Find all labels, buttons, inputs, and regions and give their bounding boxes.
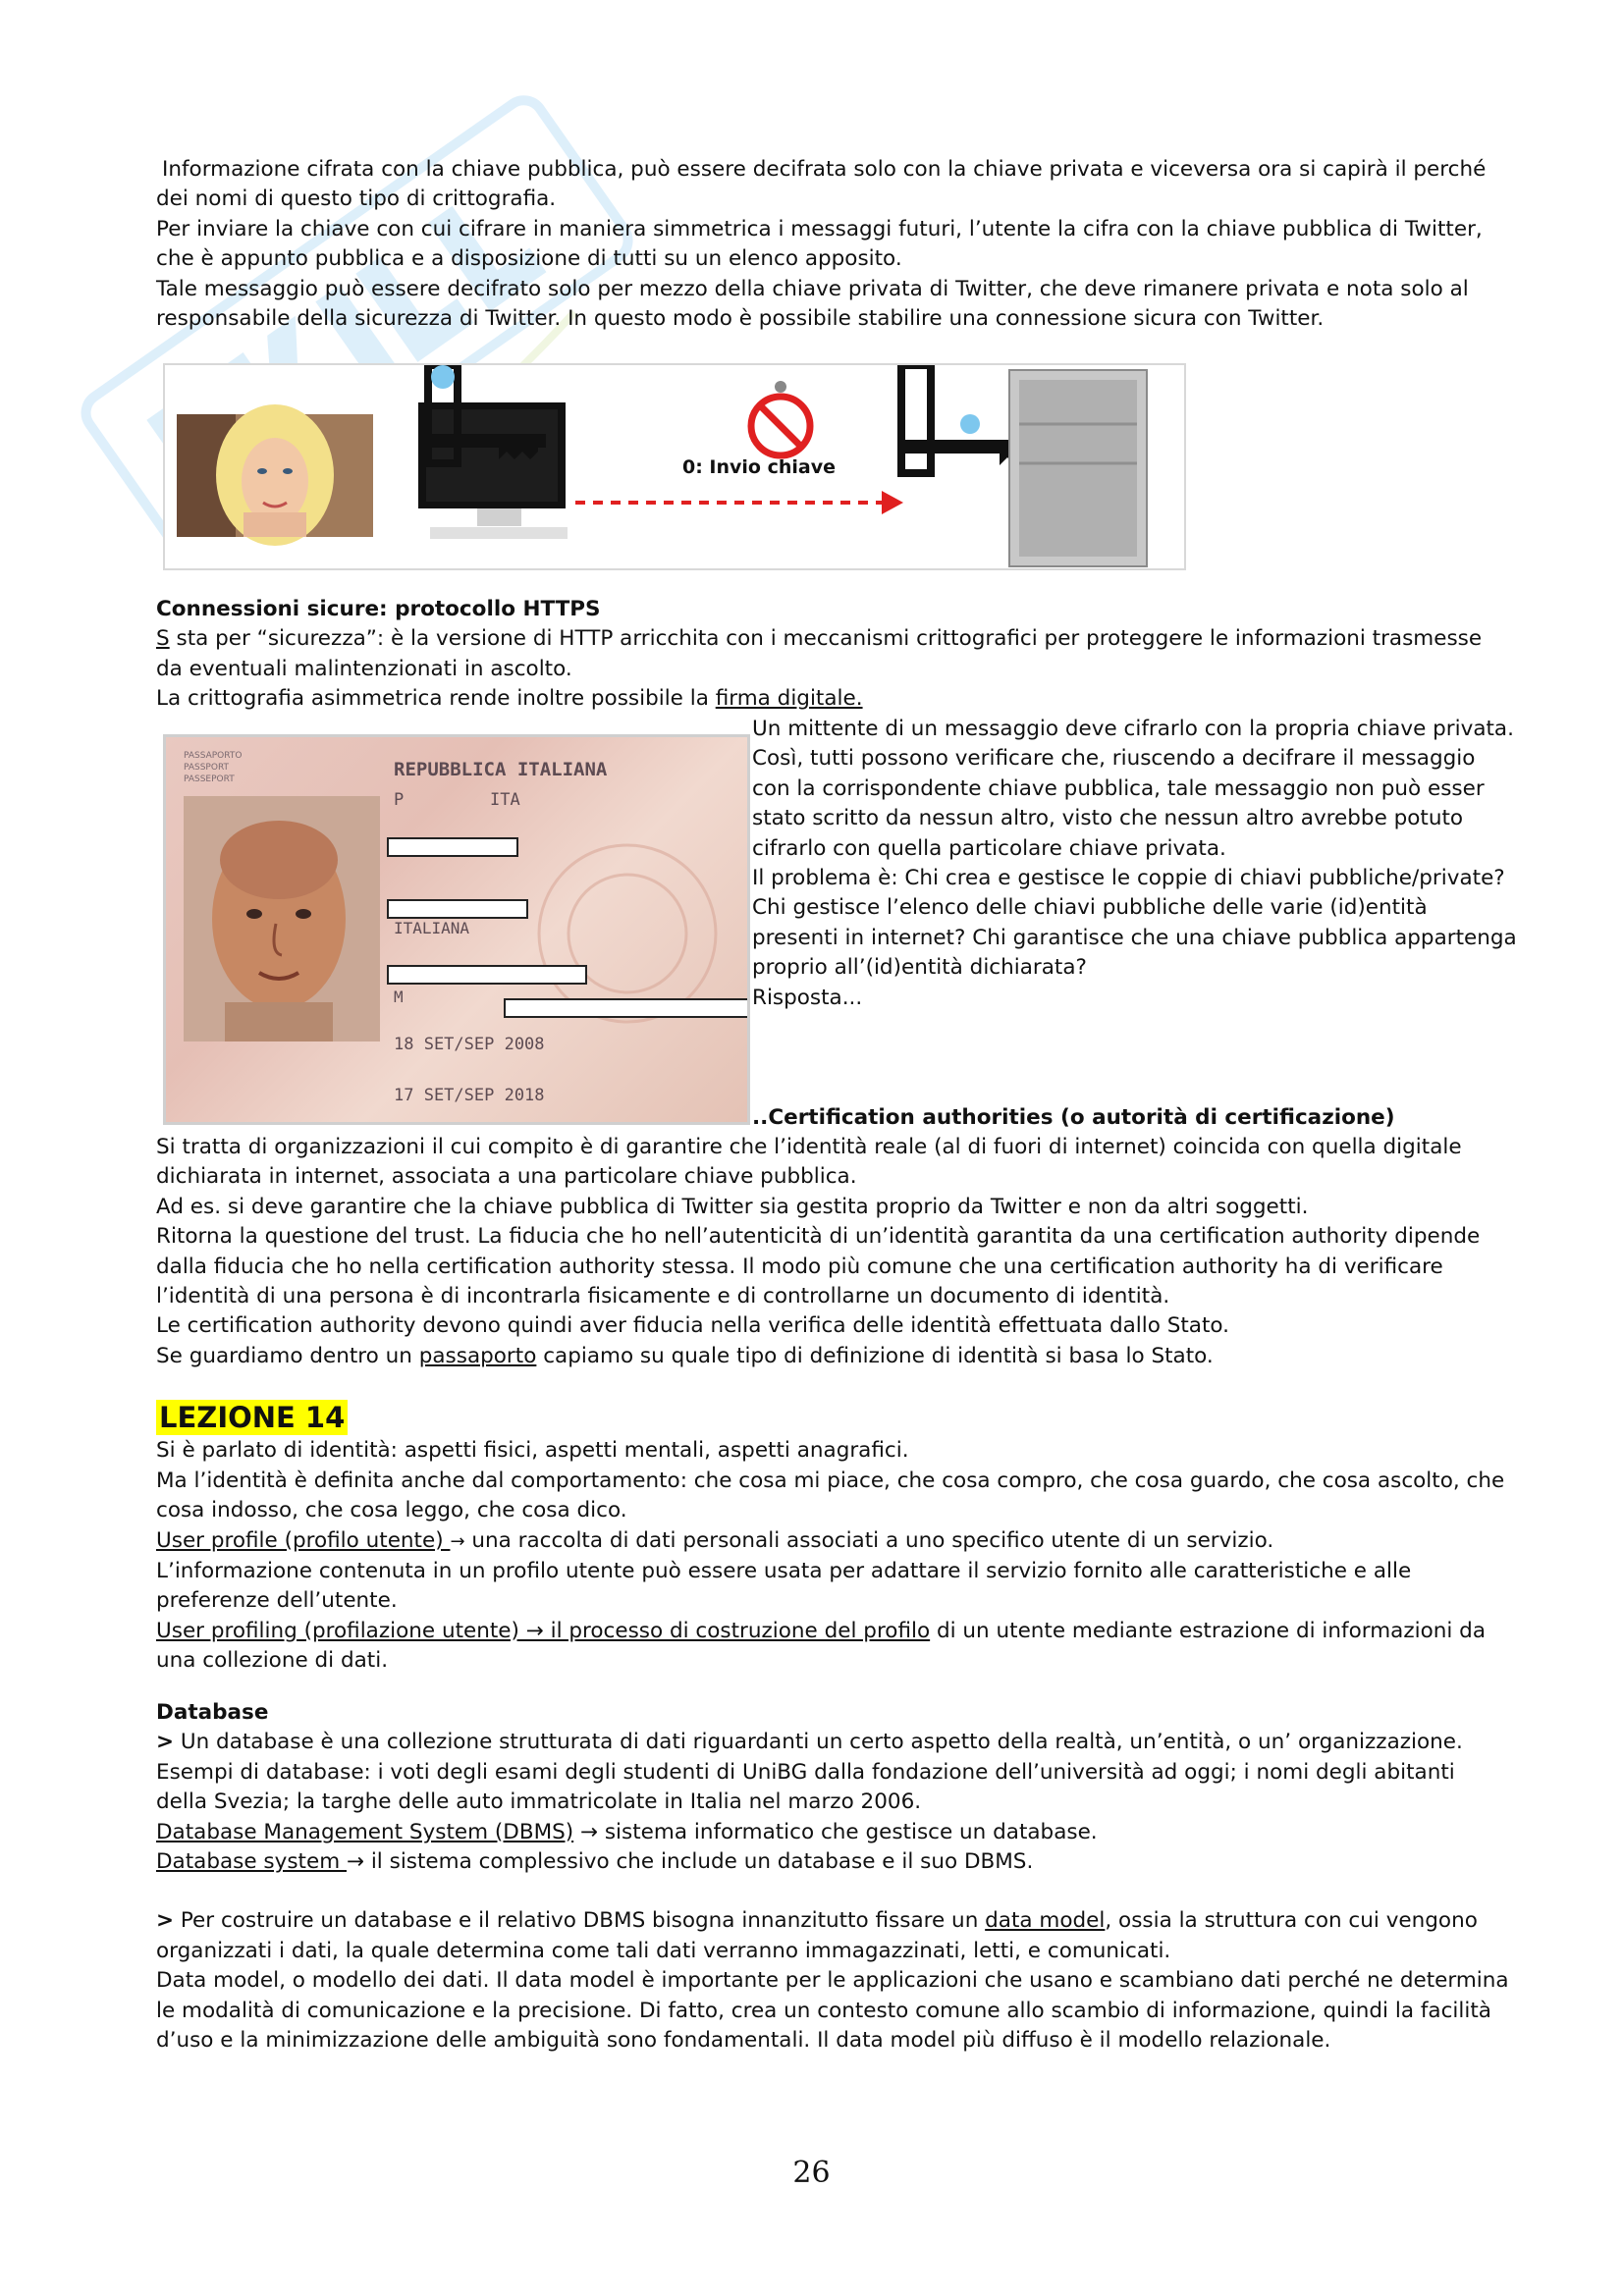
database-paragraph-1 <box>156 1728 1511 1757</box>
user-profiling-text: di un utente mediante estrazione di informazioni da una collezione di dati. <box>156 1618 1487 1674</box>
database-heading: Database <box>156 1700 269 1725</box>
no-eavesdrop-icon <box>751 381 810 455</box>
database-marker: > <box>156 1730 175 1755</box>
key-exchange-figure <box>163 363 1186 570</box>
ca-paragraph-1: Si tratta di organizzazioni il cui compito è di garantire che l’identità reale (al di fuori di internet) coincida con quella digitale dichiarata in internet, associata a una particolare chiave pubblica. <box>156 1135 1462 1190</box>
user-profile-definition <box>156 1526 1511 1557</box>
passport-expiry-date: 17 SET/SEP 2018 <box>394 1086 545 1105</box>
model-marker: > <box>156 1908 175 1934</box>
page-number: 26 <box>792 2156 831 2190</box>
ca-paragraph-3: Ritorna la questione del trust. La fiducia che ho nell’autenticità di un’identità garantita da una certification authority dipende dalla fiducia che ho nella certification authority stessa. Il modo più comune che una certification authority ha di verificare l’identità di una persona è di incontrarla fisicamente e di controllarne un documento di identità. <box>156 1224 1481 1309</box>
passport-label-passport: PASSPORT <box>184 763 230 773</box>
passport-header: REPUBBLICA ITALIANA <box>394 759 608 780</box>
intro-section <box>156 155 1511 334</box>
computer-monitor-icon <box>418 402 568 539</box>
ca-paragraph-2: Ad es. si deve garantire che la chiave pubblica di Twitter sia gestita proprio da Twitter e non da altri soggetti. <box>156 1194 1309 1219</box>
dbs-text: → il sistema complessivo che include un database e il suo DBMS. <box>346 1849 1034 1875</box>
transfer-arrow <box>575 491 903 514</box>
user-photo <box>177 404 373 546</box>
firma-paragraph-3: Risposta... <box>752 985 863 1010</box>
firma-paragraph-2: Il problema è: Chi crea e gestisce le coppie di chiavi pubbliche/private? Chi gestisce l’elenco delle chiavi pubbliche delle varie (id)entità presenti in internet? Chi garantisce che una chiave pubblica appartenga proprio all’(id)entità dichiarata? <box>752 866 1517 981</box>
key-exchange-illustration <box>165 365 1184 568</box>
key-exchange-caption: 0: Invio chiave <box>682 456 836 478</box>
twitter-server-icon <box>1009 370 1147 566</box>
ca-p5-pre: Se guardiamo dentro un <box>156 1343 419 1368</box>
data-model-link[interactable]: data model <box>985 1908 1106 1934</box>
data-model-paragraph-2: Data model, o modello dei dati. Il data model è importante per le applicazioni che usano e scambiano dati perché ne determina le modalità di comunicazione e la precisione. Di fatto, crea un contesto comune allo scambio di informazione, quindi la facilità d’uso e la minimizzazione delle ambiguità sono fondamentali. Il data model più diffuso è il modello relazionale. <box>156 1968 1509 2054</box>
ca-paragraph-4: Le certification authority devono quindi aver fiducia nella verifica delle identità effettuata dallo Stato. <box>156 1313 1230 1339</box>
dbs-definition <box>156 1847 1511 1877</box>
https-definition: sta per “sicurezza”: è la versione di HTTP arricchita con i meccanismi crittografici per proteggere le informazioni trasmesse da eventuali malintenzionati in ascolto. <box>156 626 1483 681</box>
model-pre: Per costruire un database e il relativo DBMS bisogna innanzitutto fissare un <box>174 1908 986 1934</box>
user-profile-text: una raccolta di dati personali associati a uno specifico utente di un servizio. <box>464 1527 1274 1553</box>
passport-label-passeport: PASSEPORT <box>184 774 235 784</box>
passport-nationality: ITALIANA <box>394 919 470 937</box>
redaction-surname <box>387 837 518 857</box>
lezione-paragraph-1: Si è parlato di identità: aspetti fisici, aspetti mentali, aspetti anagrafici. <box>156 1438 909 1464</box>
redaction-name <box>387 899 528 919</box>
user-profile-term: User profile (profilo utente) <box>156 1527 451 1553</box>
passport-sex: M <box>394 988 404 1006</box>
firma-paragraph-1: Un mittente di un messaggio deve cifrarlo con la propria chiave privata. Così, tutti possono verificare che, riuscendo a decifrare il messaggio con la corrispondente chiave pubblica, tale messaggio non può esser stato scritto da nessun altro, visto che nessun altro avrebbe potuto cifrarlo con quella particolare chiave privata. <box>752 717 1514 861</box>
ca-section <box>156 1133 1511 1371</box>
ca-heading: ..Certification authorities (o autorità di certificazione) <box>752 1105 1395 1130</box>
passport-photo <box>184 796 380 1041</box>
intro-paragraph-3: Tale messaggio può essere decifrato solo per mezzo della chiave privata di Twitter, che deve rimanere privata e nota solo al responsabile della sicurezza di Twitter. In questo modo è possibile stabilire una connessione sicura con Twitter. <box>156 276 1469 332</box>
https-paragraph <box>156 624 1511 684</box>
https-heading: Connessioni sicure: protocollo HTTPS <box>156 597 601 621</box>
redaction-birth-place <box>504 998 750 1018</box>
firma-explanation <box>752 715 1518 1013</box>
lezione-paragraph-2: Ma l’identità è definita anche dal comportamento: che cosa mi piace, che cosa compro, che cosa guardo, che cosa ascolto, che cosa indosso, che cosa leggo, che cosa dico. <box>156 1468 1505 1523</box>
s-letter: S <box>156 626 170 652</box>
database-paragraph-2: Esempi di database: i voti degli esami degli studenti di UniBG dalla fondazione dell’università ad oggi; i nomi degli abitanti della Svezia; la targhe delle auto immatricolate in Italia nel marzo 2006. <box>156 1759 1455 1815</box>
passport-country-code: ITA <box>490 790 520 810</box>
passaporto-link[interactable]: passaporto <box>418 1343 537 1368</box>
lezione-title: LEZIONE 14 <box>156 1400 348 1435</box>
lezione-paragraph-4: L’informazione contenuta in un profilo utente può essere usata per adattare il servizio fornito alle caratteristiche e alle preferenze dell’utente. <box>156 1559 1412 1614</box>
ca-p5-post: capiamo su quale tipo di definizione di identità si basa lo Stato. <box>536 1343 1214 1368</box>
dbms-text: → sistema informatico che gestisce un database. <box>573 1819 1098 1844</box>
passport-issue-date: 18 SET/SEP 2008 <box>394 1035 545 1054</box>
firma-intro: La crittografia asimmetrica rende inoltre possibile la <box>156 686 716 712</box>
firma-line <box>156 684 1511 714</box>
data-model-paragraph <box>156 1906 1511 1966</box>
dbms-definition <box>156 1818 1511 1847</box>
user-profiling-term: User profiling (profilazione utente) → il processo di costruzione del profilo <box>156 1618 931 1643</box>
dbms-term: Database Management System (DBMS) <box>156 1819 574 1844</box>
database-section <box>156 1698 1511 2056</box>
passport-image <box>163 734 750 1125</box>
firma-digitale-link[interactable]: firma digitale. <box>715 686 863 712</box>
https-section <box>156 595 1511 715</box>
model-post: , ossia la struttura con cui vengono organizzati i dati, la quale determina come tali dati verranno immagazzinati, letti, e comunicati. <box>156 1908 1478 1963</box>
user-profiling-definition <box>156 1617 1511 1677</box>
intro-paragraph-1: Informazione cifrata con la chiave pubblica, può essere decifrata solo con la chiave privata e viceversa ora si capirà il perché dei nomi di questo tipo di crittografia. <box>156 157 1487 212</box>
passport-type: P <box>394 790 405 810</box>
lezione-section <box>156 1400 1511 1677</box>
intro-paragraph-2: Per inviare la chiave con cui cifrare in maniera simmetrica i messaggi futuri, l’utente la cifra con la chiave pubblica di Twitter, che è appunto pubblica e a disposizione di tutti su un elenco apposito. <box>156 216 1483 272</box>
dbs-term: Database system <box>156 1849 347 1875</box>
user-profile-arrow: → <box>450 1530 465 1552</box>
ca-paragraph-5 <box>156 1342 1511 1371</box>
redaction-birth-date <box>387 965 587 985</box>
passport-label-passaporto: PASSAPORTO <box>184 751 243 761</box>
database-definition: Un database è una collezione strutturata di dati riguardanti un certo aspetto della realtà, un’entità, o un’ organizzazione. <box>174 1730 1463 1755</box>
